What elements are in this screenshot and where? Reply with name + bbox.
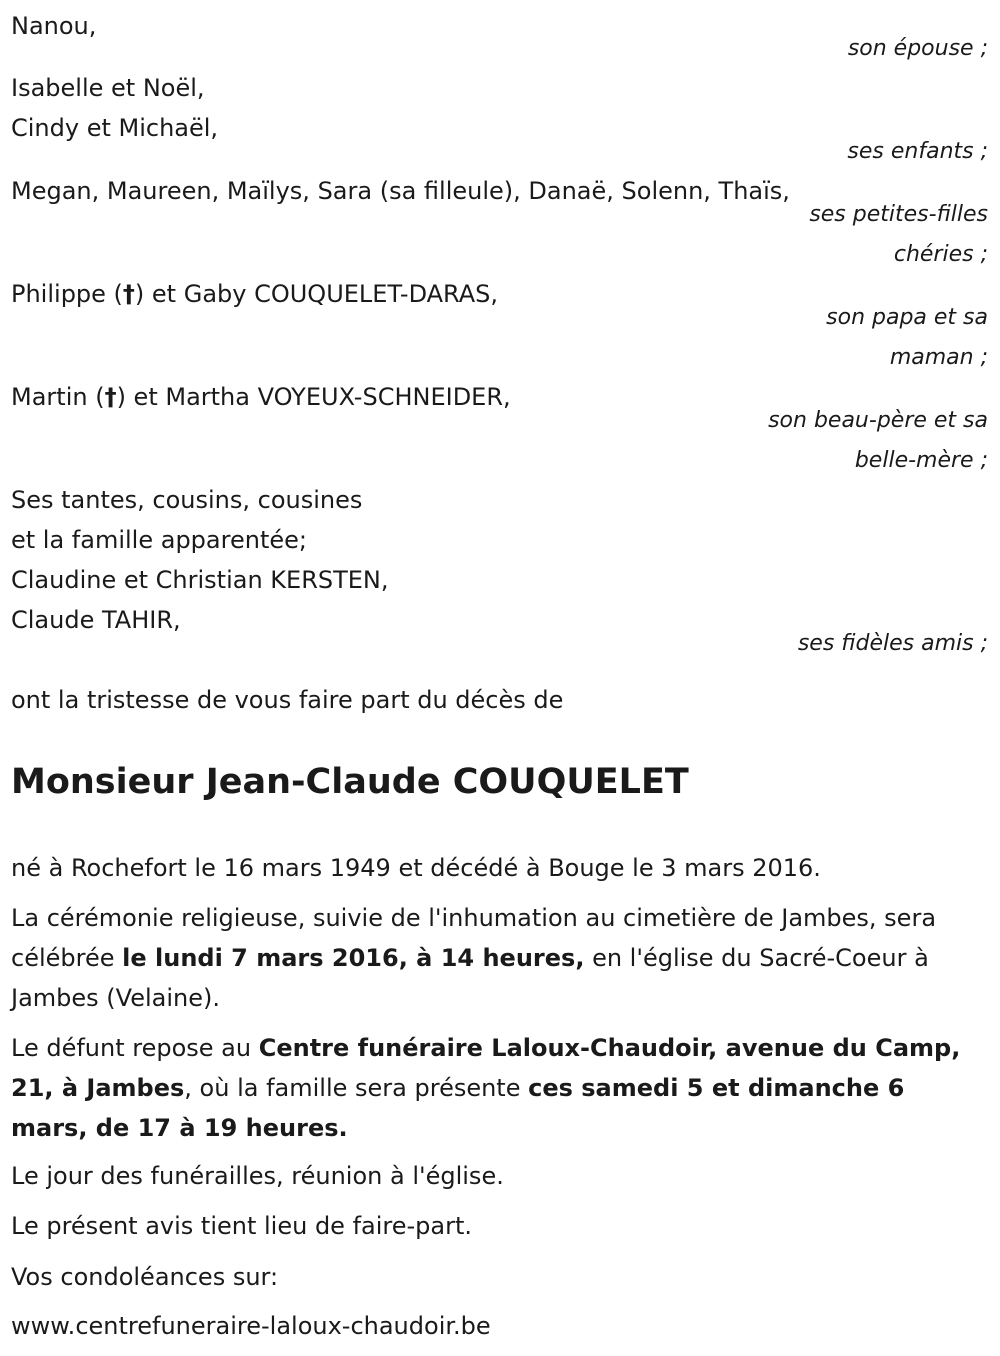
others-relation: ses fidèles amis ; <box>797 631 988 656</box>
others-line-1: Ses tantes, cousins, cousines <box>11 486 363 514</box>
parents-relation-2: maman ; <box>889 345 988 370</box>
grandchildren-relation-1: ses petites-filles <box>809 202 988 227</box>
others-line-4: Claude TAHIR, <box>11 606 181 634</box>
ceremony-text-1: La cérémonie religieuse, suivie de l'inhumation au cimetière de Jambes, sera célébrée <box>11 904 937 972</box>
visitation-text-2: , où la famille sera présente <box>184 1074 529 1102</box>
spouse-name: Nanou, <box>11 12 97 40</box>
children-relation: ses enfants ; <box>847 139 988 164</box>
in-laws-relation-2: belle-mère ; <box>854 448 988 473</box>
grandchildren-relation-2: chéries ; <box>893 242 988 267</box>
cross-icon: † <box>104 383 117 411</box>
visitation-hours: ces samedi 5 et dimanche 6 mars, de 17 à 19 heures. <box>11 1074 905 1142</box>
in-laws-pre: Martin ( <box>11 383 105 411</box>
deceased-name: Monsieur Jean-Claude COUQUELET <box>11 762 689 802</box>
others-line-2: et la famille apparentée; <box>11 526 307 554</box>
parents-relation-1: son papa et sa <box>826 305 988 330</box>
ceremony-text-2: en l'église du Sacré-Coeur à Jambes (Velaine). <box>11 944 929 1012</box>
notice: Le présent avis tient lieu de faire-part. <box>11 1212 473 1240</box>
in-laws-relation-1: son beau-père et sa <box>768 408 988 433</box>
parents-post: ) et Gaby COUQUELET-DARAS, <box>134 280 499 308</box>
website-link[interactable]: www.centrefuneraire-laloux-chaudoir.be <box>11 1312 491 1340</box>
birth-death: né à Rochefort le 16 mars 1949 et décédé à Bouge le 3 mars 2016. <box>11 854 821 882</box>
others-line-3: Claudine et Christian KERSTEN, <box>11 566 389 594</box>
condolences-label: Vos condoléances sur: <box>11 1263 279 1291</box>
ceremony-date: le lundi 7 mars 2016, à 14 heures, <box>122 944 585 972</box>
visitation-paragraph <box>11 1028 986 1148</box>
funeral-day: Le jour des funérailles, réunion à l'église. <box>11 1162 504 1190</box>
visitation-location: Centre funéraire Laloux-Chaudoir, avenue du Camp, 21, à Jambes <box>11 1034 961 1102</box>
in-laws-post: ) et Martha VOYEUX-SCHNEIDER, <box>116 383 511 411</box>
announcement: ont la tristesse de vous faire part du décès de <box>11 686 564 714</box>
spouse-relation: son épouse ; <box>847 36 988 61</box>
children-line-2: Cindy et Michaël, <box>11 114 219 142</box>
grandchildren-line: Megan, Maureen, Maïlys, Sara (sa filleule), Danaë, Solenn, Thaïs, <box>11 177 790 205</box>
parents-line <box>11 279 498 309</box>
cross-icon: † <box>122 280 135 308</box>
parents-pre: Philippe ( <box>11 280 123 308</box>
in-laws-line <box>11 382 511 412</box>
children-line-1: Isabelle et Noël, <box>11 74 205 102</box>
ceremony-paragraph <box>11 898 986 1018</box>
visitation-text-1: Le défunt repose au <box>11 1034 259 1062</box>
